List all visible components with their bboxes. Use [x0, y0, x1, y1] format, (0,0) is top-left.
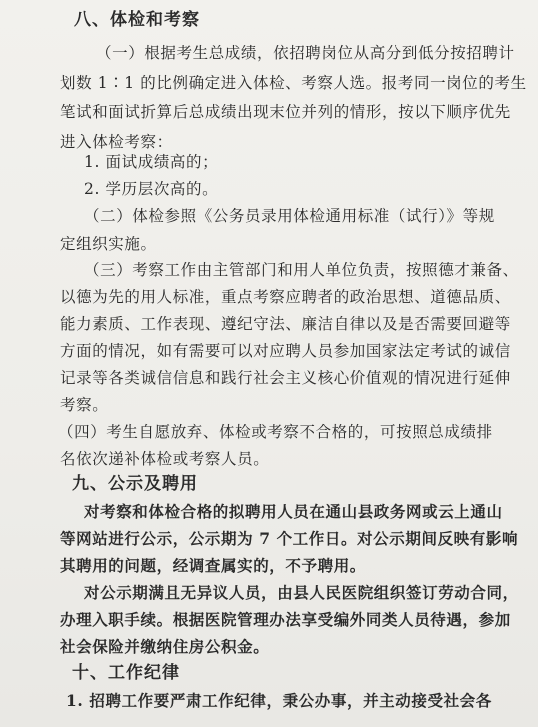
s8-p1-line-2: 划数 1∶1 的比例确定进入体检、考察人选。报考同一岗位的考生: [60, 74, 527, 92]
s8-p1-line-1: （一）根据考生总成绩，依招聘岗位从高分到低分按招聘计: [96, 44, 515, 62]
s8-p3-line-3: 能力素质、工作表现、遵纪守法、廉洁自律以及是否需要回避等: [60, 315, 511, 333]
s8-p3-line-2: 以德为先的用人标准，重点考察应聘者的政治思想、道德品质、: [60, 288, 511, 306]
section-10-heading: 十、工作纪律: [72, 663, 180, 683]
s8-p4-line-1: （四）考生自愿放弃、体检或考察不合格的，可按照总成绩排: [58, 423, 493, 441]
s9-p1-line-1: 对考察和体检合格的拟聘用人员在通山县政务网或云上通山: [84, 502, 503, 521]
s8-p3-line-6: 考察。: [60, 396, 109, 414]
section-8-heading: 八、体检和考察: [74, 10, 200, 30]
s10-p1-line-1: 1. 招聘工作要严肃工作纪律，秉公办事，并主动接受社会各: [66, 691, 492, 710]
s8-p3-line-1: （三）考察工作由主管部门和用人单位负责，按照德才兼备、: [84, 261, 519, 279]
s9-p2-line-1: 对公示期满且无异议人员，由县人民医院组织签订劳动合同，: [84, 583, 519, 602]
s9-p2-line-3: 社会保险并缴纳住房公积金。: [60, 637, 270, 656]
s8-item-2: 2. 学历层次高的。: [84, 180, 219, 198]
s8-p1-line-3: 笔试和面试折算后总成绩出现末位并列的情形，按以下顺序优先: [60, 103, 511, 121]
s9-p2-line-2: 办理入职手续。根据医院管理办法享受编外同类人员待遇，参加: [60, 610, 511, 629]
s8-p2-line-2: 定组织实施。: [60, 235, 157, 253]
section-9-heading: 九、公示及聘用: [72, 474, 198, 494]
s9-p1-line-2: 等网站进行公示，公示期为 7 个工作日。对公示期间反映有影响: [60, 529, 519, 548]
s8-p1-line-4: 进入体检考察：: [60, 133, 173, 151]
s8-p3-line-4: 方面的情况，如有需要可以对应聘人员参加国家法定考试的诚信: [60, 342, 511, 360]
s8-p2-line-1: （二）体检参照《公务员录用体检通用标准（试行）》等规: [84, 207, 495, 225]
s8-item-1: 1. 面试成绩高的；: [84, 153, 219, 171]
s8-p3-line-5: 记录等各类诚信信息和践行社会主义核心价值观的情况进行延伸: [60, 369, 511, 387]
s9-p1-line-3: 其聘用的问题，经调查属实的，不予聘用。: [60, 556, 366, 575]
s8-p4-line-2: 名依次递补体检或考察人员。: [60, 450, 270, 468]
